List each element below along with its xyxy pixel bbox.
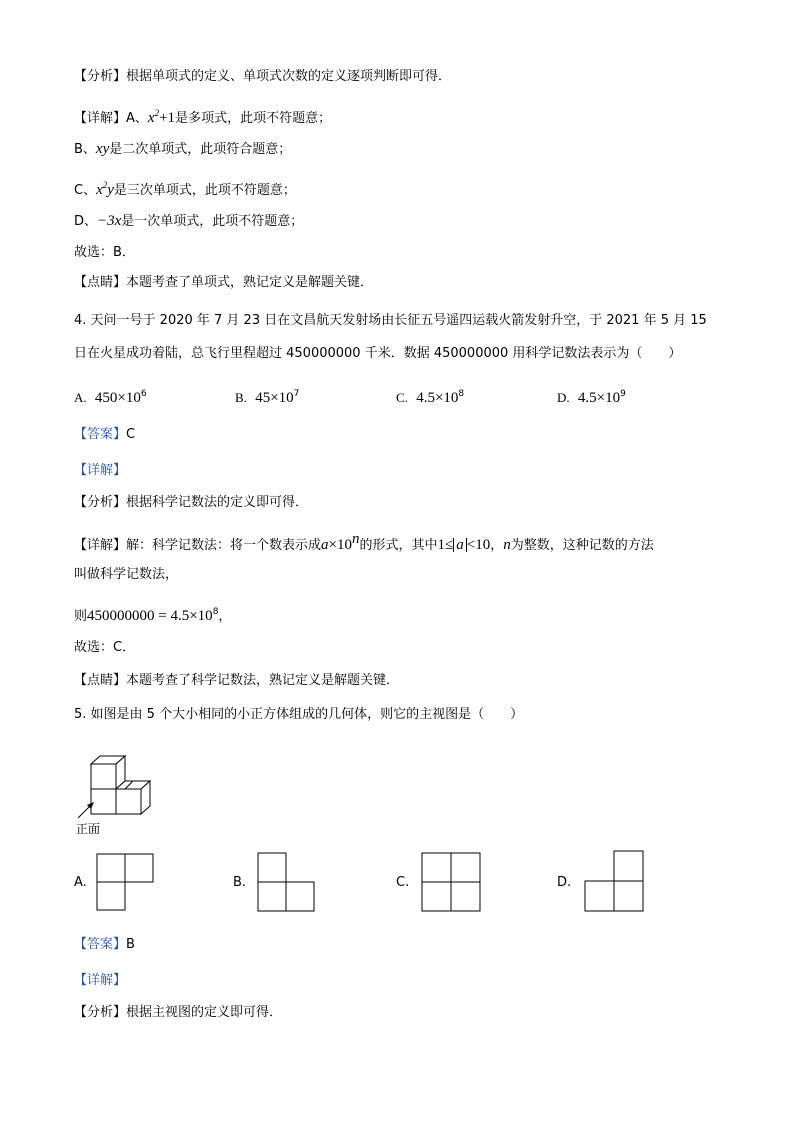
- q5-option-a-key: A.: [74, 875, 87, 890]
- q5-option-b-figure: [257, 852, 317, 914]
- q5-option-d-figure: [584, 850, 646, 914]
- q3-choose: 故选：B．: [74, 245, 135, 260]
- q5-option-b-key: B.: [233, 875, 247, 890]
- q3-detail-d-line: [74, 212, 303, 231]
- option-c-expr: $x^2y$: [96, 180, 114, 198]
- q5-option-c-figure: [421, 852, 483, 914]
- option-b-text: 是二次单项式，此项符合题意；: [109, 142, 292, 157]
- answer-tag: 【答案】: [74, 937, 127, 952]
- analysis-text: 根据主视图的定义即可得．: [126, 1005, 283, 1020]
- q4-option-b: B. $45\times 10^7$: [235, 389, 300, 406]
- answer-value: C: [126, 427, 136, 442]
- q4-stem-line1: 4. 天问一号于 2020 年 7 月 23 日在文昌航天发射场由长征五号遥四运载火箭发射升空，于 2021 年 5 月 15: [74, 313, 707, 328]
- q3-comment-line: [74, 274, 373, 292]
- answer-value: B: [126, 937, 135, 952]
- detail-tag: 【详解】: [74, 111, 127, 126]
- q3-analysis-line: [74, 68, 451, 86]
- q4-option-c: C. $4.5\times 10^8$: [396, 389, 465, 406]
- q4-detail-heading: 【详解】: [74, 463, 127, 478]
- option-b-expr: xy: [95, 141, 110, 157]
- q4-detail-line3: 则$450000000 = 4.5\times 10^8$，: [74, 607, 232, 624]
- option-a-prefix: A、: [126, 111, 148, 126]
- option-d-text: 是一次单项式，此项不符题意；: [121, 214, 304, 229]
- answer-tag: 【答案】: [74, 427, 127, 442]
- q5-detail-heading: 【详解】: [74, 973, 127, 988]
- q5-option-c-key: C.: [396, 875, 410, 890]
- analysis-tag: 【分析】: [74, 495, 127, 510]
- option-c-prefix: C、: [74, 183, 97, 198]
- q5-stem: 5. 如图是由 5 个大小相同的小正方体组成的几何体，则它的主视图是（ ）: [74, 707, 524, 722]
- q4-stem-line2: 日在火星成功着陆，总飞行里程超过 450000000 千米．数据 450000000 用科学记数法表示为（ ）: [74, 346, 682, 361]
- q5-option-a-figure: [96, 853, 156, 913]
- q4-detail-line1: 【详解】解：科学记数法：将一个数表示成$a\times 10^n$的形式，其中1≤ a <10，n为整数，这种记数的方法: [74, 531, 654, 553]
- detail-tag: 【详解】: [74, 538, 127, 553]
- comment-text: 本题考查了单项式，熟记定义是解题关键．: [126, 275, 374, 290]
- q4-comment-line: [74, 672, 399, 690]
- analysis-tag: 【分析】: [74, 1005, 127, 1020]
- q4-choose: 故选：C．: [74, 640, 136, 655]
- comment-tag: 【点睛】: [74, 673, 127, 688]
- option-a-text: 是多项式，此项不符题意；: [175, 111, 332, 126]
- q5-analysis-line: [74, 1004, 282, 1022]
- comment-tag: 【点睛】: [74, 275, 127, 290]
- q5-option-d-key: D.: [557, 875, 572, 890]
- q4-detail-line2: 叫做科学记数法，: [74, 567, 179, 582]
- q4-answer-line: [74, 426, 135, 444]
- q3-detail-b-line: [74, 140, 291, 159]
- q4-analysis-line: [74, 494, 308, 512]
- analysis-text: 根据科学记数法的定义即可得．: [126, 495, 309, 510]
- analysis-tag: 【分析】: [74, 69, 127, 84]
- analysis-text: 根据单项式的定义、单项式次数的定义逐项判断即可得．: [126, 69, 452, 84]
- q5-answer-line: [74, 936, 135, 954]
- q3-detail-a-line: 【详解】A、$x^2+1$是多项式，此项不符题意；: [74, 108, 332, 126]
- option-d-prefix: D、: [74, 214, 98, 229]
- option-a-expr: $x^2$: [147, 108, 160, 126]
- front-label: 正面: [76, 822, 101, 836]
- q4-option-a: A. $450\times 10^6$: [74, 389, 147, 406]
- option-c-text: 是三次单项式，此项不符题意；: [113, 183, 296, 198]
- option-b-prefix: B、: [74, 142, 96, 157]
- q4-option-d: D. $4.5\times 10^9$: [557, 389, 626, 406]
- abs-value: a: [453, 538, 467, 552]
- q3-detail-c-line: [74, 176, 296, 200]
- comment-text: 本题考查了科学记数法，熟记定义是解题关键．: [126, 673, 400, 688]
- option-d-expr: −3x: [97, 213, 122, 229]
